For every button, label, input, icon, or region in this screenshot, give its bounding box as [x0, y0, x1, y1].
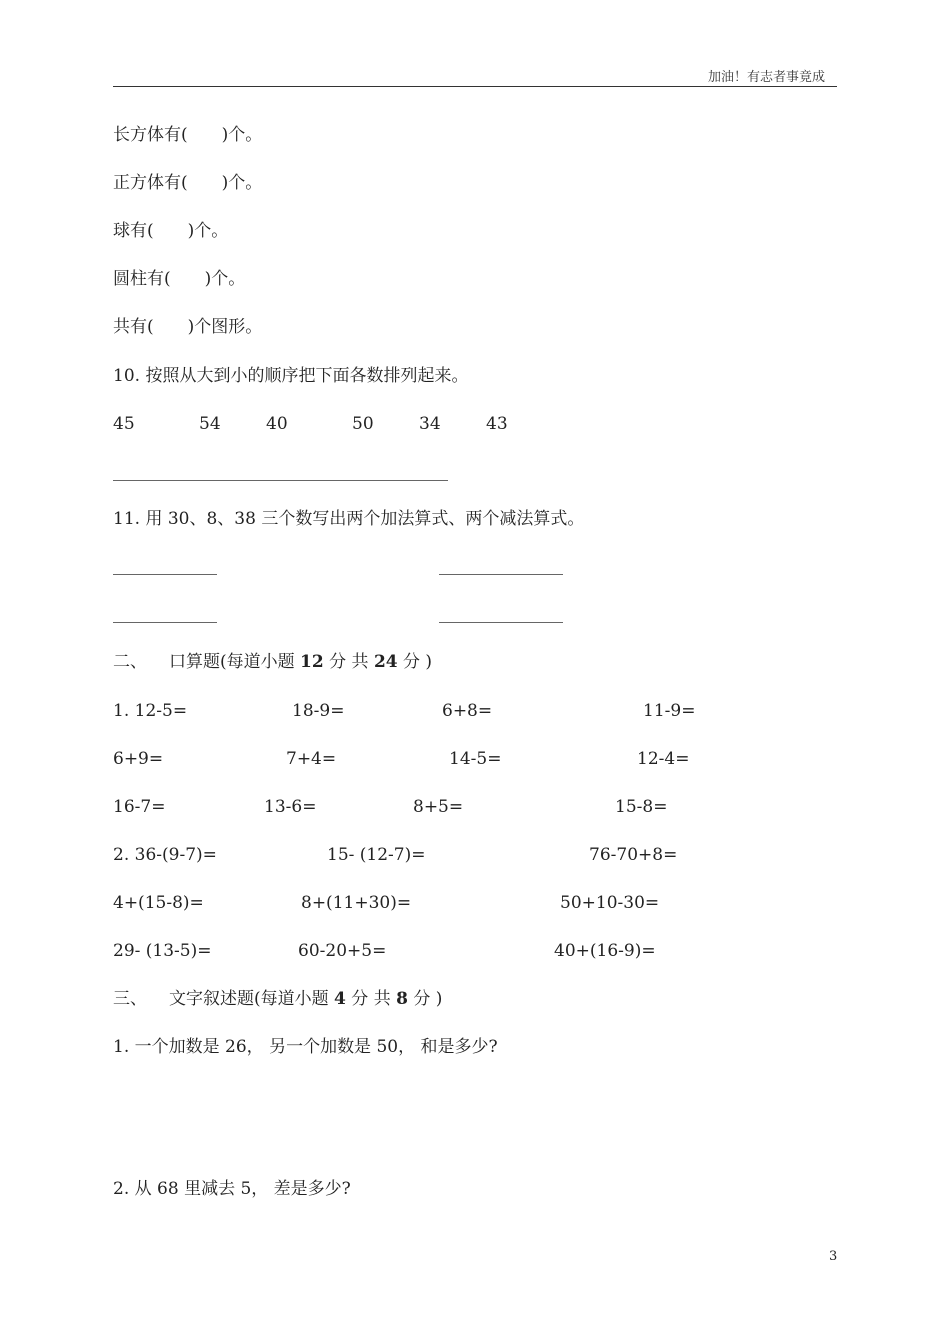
oral-item: 4+(15-8)= [113, 893, 204, 913]
oral-item: 11-9= [643, 701, 696, 721]
number-item: 54 [199, 414, 221, 434]
header-rule [113, 86, 837, 87]
page-number: 3 [829, 1249, 838, 1264]
answer-line [439, 574, 563, 575]
oral-item: 7+4= [286, 749, 337, 769]
number-item: 40 [266, 414, 288, 434]
answer-line [439, 622, 563, 623]
section-2-n1: 12 [300, 652, 324, 672]
oral-item: 15-8= [615, 797, 668, 817]
section-3-title-c: 分 ) [407, 989, 443, 1009]
oral-item: 1. 12-5= [113, 701, 188, 721]
question-11: 11. 用 30、8、38 三个数写出两个加法算式、两个减法算式。 [113, 509, 585, 529]
oral-item: 2. 36-(9-7)= [113, 845, 217, 865]
count-sphere: 球有( )个。 [113, 221, 229, 241]
section-2-title-c: 分 ) [397, 652, 433, 672]
section-3-n2: 8 [396, 989, 408, 1009]
number-item: 43 [486, 414, 508, 434]
section-3-n1: 4 [334, 989, 346, 1009]
oral-item: 13-6= [264, 797, 317, 817]
number-item: 34 [419, 414, 441, 434]
section-2-heading [113, 651, 432, 673]
header-motto: 加油！有志者事竟成 [708, 70, 826, 85]
count-cuboid: 长方体有( )个。 [113, 125, 263, 145]
section-3-title-a: 文字叙述题(每道小题 [169, 989, 335, 1009]
oral-item: 8+5= [413, 797, 464, 817]
oral-item: 8+(11+30)= [301, 893, 412, 913]
oral-item: 60-20+5= [298, 941, 387, 961]
oral-item: 6+8= [442, 701, 493, 721]
section-2-title-b: 分 共 [323, 652, 374, 672]
answer-line [113, 622, 217, 623]
section-2-prefix: 二、 [113, 652, 147, 672]
oral-item: 14-5= [449, 749, 502, 769]
oral-item: 50+10-30= [560, 893, 660, 913]
number-item: 45 [113, 414, 135, 434]
word-problem-1: 1. 一个加数是 26， 另一个加数是 50， 和是多少? [113, 1037, 498, 1057]
number-item: 50 [352, 414, 374, 434]
answer-line [113, 574, 217, 575]
count-cylinder: 圆柱有( )个。 [113, 269, 246, 289]
section-3-title-b: 分 共 [345, 989, 397, 1009]
count-cube: 正方体有( )个。 [113, 173, 263, 193]
oral-item: 29- (13-5)= [113, 941, 212, 961]
oral-item: 12-4= [637, 749, 690, 769]
oral-item: 6+9= [113, 749, 164, 769]
count-total: 共有( )个图形。 [113, 317, 263, 337]
section-2-n2: 24 [373, 652, 398, 672]
oral-item: 16-7= [113, 797, 166, 817]
oral-item: 40+(16-9)= [554, 941, 656, 961]
section-3-prefix: 三、 [113, 989, 147, 1009]
oral-item: 76-70+8= [589, 845, 678, 865]
section-2-title-a: 口算题(每道小题 [169, 652, 301, 672]
question-10: 10. 按照从大到小的顺序把下面各数排列起来。 [113, 366, 469, 386]
word-problem-2: 2. 从 68 里减去 5， 差是多少? [113, 1179, 351, 1199]
section-3-heading [113, 988, 442, 1010]
oral-item: 15- (12-7)= [327, 845, 426, 865]
answer-line [113, 480, 448, 481]
oral-item: 18-9= [292, 701, 345, 721]
